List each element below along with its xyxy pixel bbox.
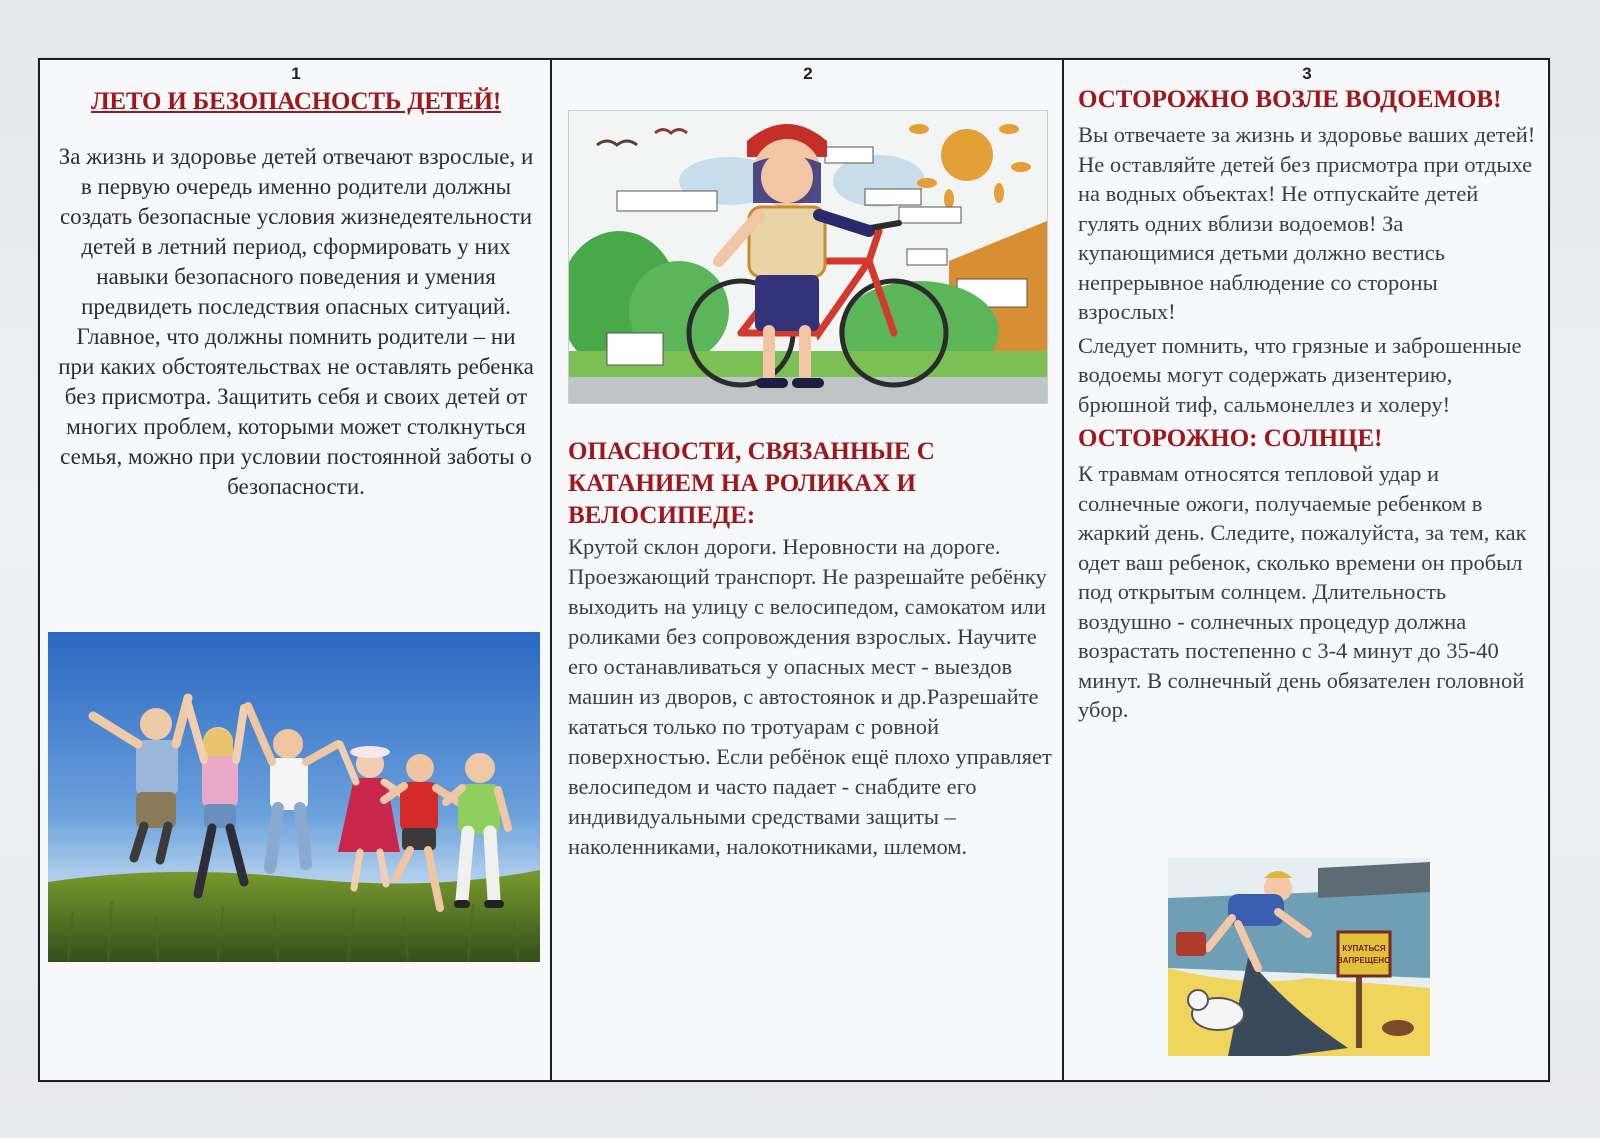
no-swimming-sign-text: ЗАПРЕЩЕНО: [1337, 956, 1391, 965]
water-caution-text-1: Вы отвечаете за жизнь и здоровье ваших детей! Не оставляйте детей без присмотра при отдыхе на водных объектах! Не отпускайте детей гулять одних вблизи водоемов! За купающимися детьми должно вестись непрерывное наблюдение со стороны взрослых!: [1078, 122, 1536, 324]
column-3: [1064, 60, 1548, 1080]
child-near-water-illustration: [1168, 858, 1430, 1056]
no-swimming-sign-text: КУПАТЬСЯ: [1342, 944, 1386, 953]
children-jumping-photo: [48, 632, 540, 962]
water-caution-text-2: Следует помнить, что грязные и заброшенные водоемы могут содержать дизентерию, брюшной тиф, сальмонеллез и холеру!: [1078, 332, 1522, 417]
water-caution-title: ОСТОРОЖНО ВОЗЛЕ ВОДОЕМОВ!: [1078, 86, 1502, 113]
water-warning-drawing: [1168, 858, 1430, 1056]
child-with-bicycle-drawing: [569, 111, 1047, 403]
summer-safety-text: За жизнь и здоровье детей отвечают взрослые, и в первую очередь именно родители должны создать безопасные условия жизнедеятельности детей в летний период, сформировать у них навыки безопасного поведения и умения предвидеть последствия опасных ситуаций. Главное, что должны помнить родители – ни при каких обстоятельствах не оставлять ребенка без присмотра. Защитить себя и своих детей от многих проблем, которыми может столкнуться семья, можно при условии постоянной заботы о безопасности.: [58, 144, 534, 499]
summer-safety-title: ЛЕТО И БЕЗОПАСНОСТЬ ДЕТЕЙ!: [91, 88, 501, 115]
column-1: [40, 60, 552, 1080]
roller-bike-danger-text: Крутой склон дороги. Неровности на дороге. Проезжающий транспорт. Не разрешайте ребёнку выходить на улицу с велосипедом, самокатом или роликами без сопровождения взрослых. Научите его останавливаться у опасных мест - выездов машин из дворов, с автостоянок и др.Разрешайте кататься только по тротуарам с ровной поверхностью. Если ребёнок ещё плохо управляет велосипедом и часто падает - снабдите его индивидуальными средствами защиты – наколенниками, налокотниками, шлемом.: [568, 534, 1052, 859]
column-number: 3: [1302, 64, 1312, 83]
column-number: 1: [291, 64, 301, 83]
roller-bike-danger-title: ОПАСНОСТИ, СВЯЗАННЫЕ С КАТАНИЕМ НА РОЛИКАХ И ВЕЛОСИПЕДЕ:: [568, 438, 935, 529]
bike-safety-illustration: [568, 110, 1048, 404]
children-jumping-illustration: [48, 632, 540, 962]
sun-caution-text: К травмам относятся тепловой удар и солнечные ожоги, получаемые ребенком в жаркий день. Следите, пожалуйста, за тем, как одет ваш ребенок, сколько времени он пробыл под открытым солнцем. Длительность воздушно - солнечных процедур должна возрастать постепенно с 3-4 минут до 35-40 минут. В солнечный день обязателен головной убор.: [1078, 461, 1527, 722]
column-2: [552, 60, 1064, 1080]
column-number: 2: [803, 64, 813, 83]
leaflet-sheet: [38, 58, 1550, 1082]
sun-caution-title: ОСТОРОЖНО: СОЛНЦЕ!: [1078, 425, 1383, 452]
